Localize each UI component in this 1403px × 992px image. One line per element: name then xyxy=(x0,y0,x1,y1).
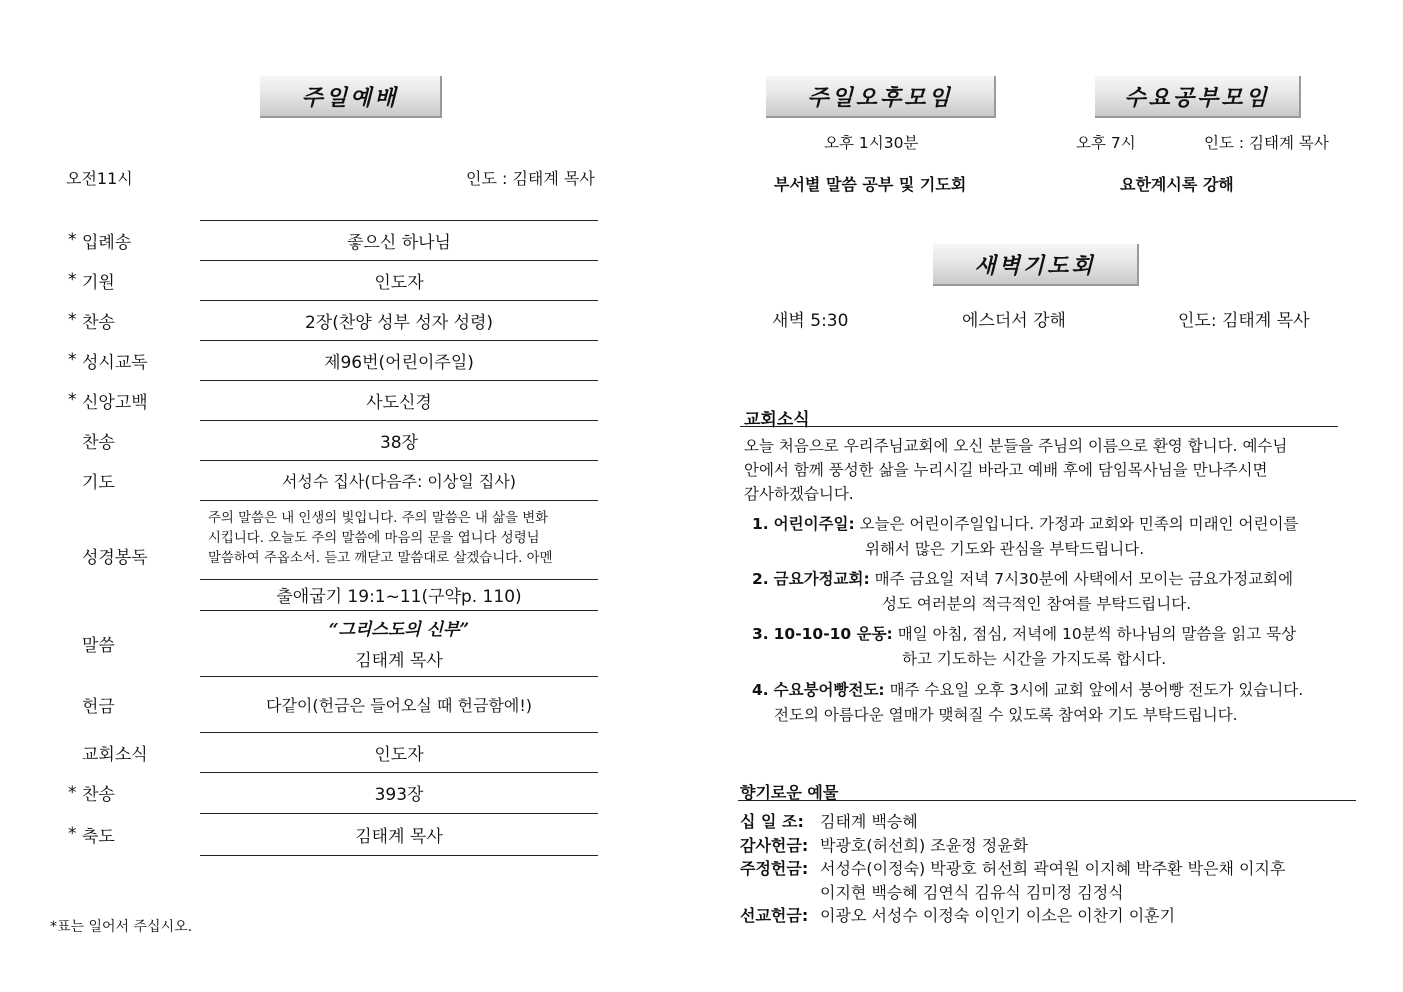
order-value: 인도자 xyxy=(374,272,424,293)
order-label: 성경봉독 xyxy=(82,547,148,568)
afternoon-meeting-title: 주일오후모임 xyxy=(807,85,953,111)
order-value: 인도자 xyxy=(374,744,424,765)
offerings-heading: 향기로운 예물 xyxy=(740,783,839,802)
order-value: 김태계 목사 xyxy=(355,826,443,847)
dawn-prayer-banner xyxy=(933,244,1139,286)
dawn-prayer-title: 새벽기도회 xyxy=(974,253,1096,279)
order-label: 축도 xyxy=(82,826,115,847)
order-label: 입례송 xyxy=(82,232,132,253)
wednesday-desc: 요한계시록 강해 xyxy=(1120,175,1234,194)
order-value: 제96번(어린이주일) xyxy=(324,352,474,373)
order-label: 헌금 xyxy=(82,696,115,717)
worship-time: 오전11시 xyxy=(66,169,133,188)
afternoon-desc: 부서별 말씀 공부 및 기도회 xyxy=(774,175,967,194)
order-label: 기원 xyxy=(82,272,115,293)
dawn-leader: 인도: 김태계 목사 xyxy=(1178,311,1310,331)
scripture-passage: 출애굽기 19:1~11(구약p. 110) xyxy=(276,587,522,607)
offering-row: 주정헌금: 서성수(이정숙) 박광호 허선희 곽여원 이지혜 박주환 박은채 이지후 xyxy=(740,859,1286,878)
offering-row: 선교헌금: 이광오 서성수 이정숙 이인기 이소은 이찬기 이훈기 xyxy=(740,906,1176,925)
church-news-intro: 오늘 처음으로 우리주님교회에 오신 분들을 주님의 이름으로 환영 합니다. 예수님 안에서 함께 풍성한 삶을 누리시길 바라고 예배 후에 담임목사님을 만나주시면 감사하겠습니다. xyxy=(744,437,1288,503)
order-value: 38장 xyxy=(379,432,419,453)
order-row: * 축도 김태계 목사 xyxy=(60,813,600,855)
order-row: * 입례송 좋으신 하나님 xyxy=(60,220,600,260)
order-row xyxy=(60,460,600,500)
church-news-heading: 교회소식 xyxy=(744,410,810,430)
offerings-rule xyxy=(738,800,1356,801)
offering-row: 십 일 조: 김태계 백승혜 xyxy=(740,812,918,831)
news-item: 4. 수요붕어빵전도: 매주 수요일 오후 3시에 교회 앞에서 붕어빵 전도가 있습니다. 전도의 아름다운 열매가 맺혀질 수 있도록 참여와 기도 부탁드립니다. xyxy=(752,681,1304,724)
afternoon-time: 오후 1시30분 xyxy=(824,134,919,152)
order-label: 찬송 xyxy=(82,432,115,453)
dawn-time: 새벽 5:30 xyxy=(772,311,849,331)
order-value: 좋으신 하나님 xyxy=(347,232,451,253)
sermon-title: “그리스도의 신부” xyxy=(328,620,470,640)
sermon-row xyxy=(60,610,600,676)
order-row: * 성시교독 제96번(어린이주일) xyxy=(60,340,600,380)
order-label: 기도 xyxy=(82,472,115,493)
order-label: 성시교독 xyxy=(82,352,148,373)
order-row: * 신앙고백 사도신경 xyxy=(60,380,600,420)
news-item: 2. 금요가정교회: 매주 금요일 저녁 7시30분에 사택에서 모이는 금요가정교회에 성도 여러분의 적극적인 참여를 부탁드립니다. xyxy=(752,570,1294,613)
order-value: 사도신경 xyxy=(366,392,432,413)
order-label: 신앙고백 xyxy=(82,392,148,413)
order-label: 말씀 xyxy=(82,635,115,656)
order-row: * 기원 인도자 xyxy=(60,260,600,300)
order-label: 교회소식 xyxy=(82,744,148,765)
order-label: 찬송 xyxy=(82,785,115,805)
order-label: 찬송 xyxy=(82,312,115,333)
offering-value: 다같이(헌금은 들어오실 때 헌금함에!) xyxy=(266,695,532,715)
offering-row: 이지현 백승혜 김연식 김유식 김미정 김정식 xyxy=(820,882,1124,902)
order-value: 393장 xyxy=(374,785,424,805)
sunday-worship-banner xyxy=(260,76,442,118)
scripture-prayer: 주의 말씀은 내 인생의 빛입니다. 주의 말씀은 내 삶을 변화 시킵니다. 오늘도 주의 말씀에 마음의 문을 엽니다 성령님 말씀하여 주옵소서. 듣고 깨닫고 말씀대로 살겠습니다. 아멘 xyxy=(208,511,553,566)
order-row xyxy=(60,420,600,460)
sermon-preacher: 김태계 목사 xyxy=(355,651,443,671)
wednesday-study-banner xyxy=(1095,76,1301,118)
news-item: 3. 10-10-10 운동: 매일 아침, 점심, 저녁에 10분씩 하나님의 말씀을 읽고 묵상 하고 기도하는 시간을 가지도록 합시다. xyxy=(752,625,1297,668)
order-value: 2장(찬양 성부 성자 성령) xyxy=(304,312,494,333)
offerings-list xyxy=(740,810,1285,928)
order-row xyxy=(60,732,600,772)
order-row: * 찬송 2장(찬양 성부 성자 성령) xyxy=(60,300,600,340)
dawn-desc: 에스더서 강해 xyxy=(962,311,1066,331)
afternoon-meeting-banner xyxy=(766,76,996,118)
worship-leader: 인도 : 김태계 목사 xyxy=(466,169,595,188)
news-item: 1. 어린이주일: 오늘은 어린이주일입니다. 가정과 교회와 민족의 미래인 어린이를 위해서 많은 기도와 관심을 부탁드립니다. xyxy=(752,515,1299,558)
sunday-worship-title: 주일예배 xyxy=(301,85,399,111)
wednesday-time: 오후 7시 xyxy=(1076,134,1136,152)
order-row: * 찬송 393장 xyxy=(60,772,600,813)
offering-row: 감사헌금: 박광호(허선희) 조윤정 정윤화 xyxy=(740,835,1029,855)
order-value: 서성수 집사(다음주: 이상일 집사) xyxy=(281,471,517,491)
offering-row xyxy=(60,676,600,732)
wednesday-study-title: 수요공부모임 xyxy=(1124,85,1270,111)
church-news-rule xyxy=(740,426,1338,427)
wednesday-leader: 인도 : 김태계 목사 xyxy=(1204,134,1329,152)
standing-footnote: *표는 일어서 주십시오. xyxy=(50,919,193,935)
